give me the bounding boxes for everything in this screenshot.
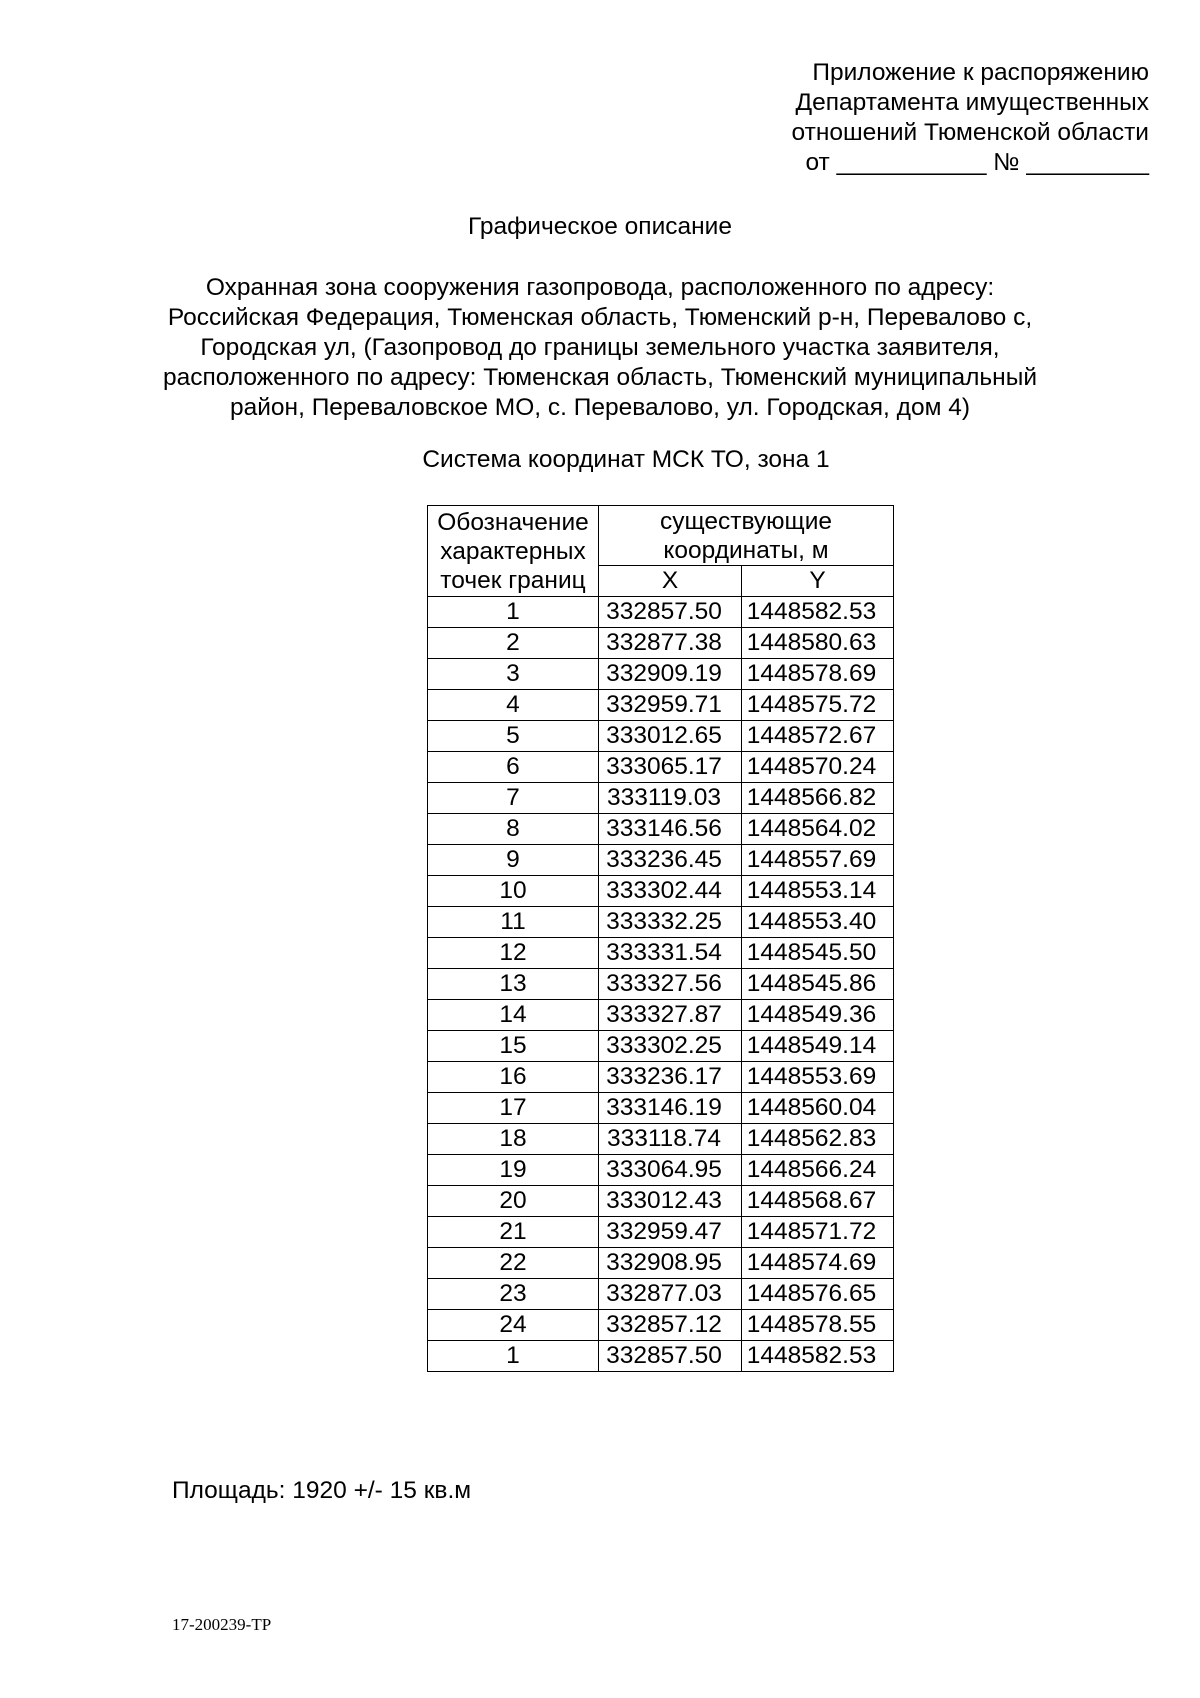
x-coordinate-cell: 333119.03	[599, 783, 742, 814]
table-row	[428, 938, 894, 969]
header-designation-line: характерных	[440, 537, 586, 565]
x-coordinate-cell: 333146.19	[599, 1093, 742, 1124]
table-row	[428, 1248, 894, 1279]
point-number-cell: 11	[428, 907, 599, 938]
x-coordinate-cell: 333332.25	[599, 907, 742, 938]
table-row	[428, 1155, 894, 1186]
y-coordinate-cell: 1448549.36	[742, 1000, 894, 1031]
point-number-cell: 10	[428, 876, 599, 907]
x-coordinate-cell: 332959.47	[599, 1217, 742, 1248]
x-coordinate-cell: 332857.50	[599, 1341, 742, 1372]
table-row	[428, 659, 894, 690]
x-coordinate-cell: 332857.50	[599, 597, 742, 628]
y-coordinate-cell: 1448562.83	[742, 1124, 894, 1155]
table-row	[428, 1031, 894, 1062]
x-coordinate-cell: 333331.54	[599, 938, 742, 969]
y-coordinate-cell: 1448574.69	[742, 1248, 894, 1279]
appendix-header	[792, 58, 1149, 178]
y-coordinate-cell: 1448566.82	[742, 783, 894, 814]
y-coordinate-cell: 1448580.63	[742, 628, 894, 659]
y-coordinate-cell: 1448568.67	[742, 1186, 894, 1217]
header-line: от ___________ № _________	[805, 149, 1149, 176]
coordinates-table	[427, 505, 894, 1372]
point-number-cell: 9	[428, 845, 599, 876]
x-coordinate-cell: 333118.74	[599, 1124, 742, 1155]
x-coordinate-cell: 332857.12	[599, 1310, 742, 1341]
header-designation-line: точек границ	[440, 566, 586, 594]
document-title: Графическое описание	[468, 213, 732, 240]
document-number: 17-200239-ТР	[172, 1615, 272, 1634]
x-coordinate-cell: 332908.95	[599, 1248, 742, 1279]
x-coordinate-cell: 333065.17	[599, 752, 742, 783]
point-number-cell: 12	[428, 938, 599, 969]
y-coordinate-cell: 1448566.24	[742, 1155, 894, 1186]
table-row	[428, 845, 894, 876]
point-number-cell: 5	[428, 721, 599, 752]
table-row	[428, 1341, 894, 1372]
table-row	[428, 690, 894, 721]
table-row	[428, 1217, 894, 1248]
y-coordinate-cell: 1448564.02	[742, 814, 894, 845]
point-number-cell: 6	[428, 752, 599, 783]
x-coordinate-cell: 333327.87	[599, 1000, 742, 1031]
x-coordinate-cell: 333302.44	[599, 876, 742, 907]
x-coordinate-cell: 332877.38	[599, 628, 742, 659]
point-number-cell: 13	[428, 969, 599, 1000]
header-line: Департамента имущественных	[795, 89, 1149, 116]
x-coordinate-cell: 332909.19	[599, 659, 742, 690]
table-row	[428, 907, 894, 938]
table-row	[428, 1000, 894, 1031]
point-number-cell: 4	[428, 690, 599, 721]
x-coordinate-cell: 333302.25	[599, 1031, 742, 1062]
point-number-cell: 21	[428, 1217, 599, 1248]
x-coordinate-cell: 333236.45	[599, 845, 742, 876]
x-coordinate-cell: 333146.56	[599, 814, 742, 845]
description-line: Охранная зона сооружения газопровода, расположенного по адресу:	[205, 274, 995, 301]
y-coordinate-cell: 1448572.67	[742, 721, 894, 752]
y-coordinate-cell: 1448560.04	[742, 1093, 894, 1124]
x-coordinate-cell: 333236.17	[599, 1062, 742, 1093]
table-row	[428, 969, 894, 1000]
y-coordinate-cell: 1448549.14	[742, 1031, 894, 1062]
table-row	[428, 1124, 894, 1155]
y-coordinate-cell: 1448545.86	[742, 969, 894, 1000]
y-coordinate-cell: 1448553.14	[742, 876, 894, 907]
coordinate-system: Система координат МСК ТО, зона 1	[422, 446, 830, 473]
table-row	[428, 1093, 894, 1124]
table-row	[428, 783, 894, 814]
point-number-cell: 16	[428, 1062, 599, 1093]
table-row	[428, 597, 894, 628]
y-coordinate-cell: 1448571.72	[742, 1217, 894, 1248]
point-number-cell: 19	[428, 1155, 599, 1186]
header-line: отношений Тюменской области	[791, 119, 1149, 146]
point-number-cell: 22	[428, 1248, 599, 1279]
header-y: Y	[742, 566, 894, 597]
point-number-cell: 3	[428, 659, 599, 690]
y-coordinate-cell: 1448553.69	[742, 1062, 894, 1093]
point-number-cell: 23	[428, 1279, 599, 1310]
x-coordinate-cell: 332959.71	[599, 690, 742, 721]
description-line: район, Переваловское МО, с. Перевалово, ул. Городская, дом 4)	[229, 394, 971, 421]
y-coordinate-cell: 1448576.65	[742, 1279, 894, 1310]
area-value: Площадь: 1920 +/- 15 кв.м	[172, 1477, 472, 1504]
description-line: Российская Федерация, Тюменская область, Тюменский р-н, Перевалово с,	[167, 304, 1033, 331]
point-number-cell: 20	[428, 1186, 599, 1217]
table-row	[428, 628, 894, 659]
point-number-cell: 7	[428, 783, 599, 814]
y-coordinate-cell: 1448575.72	[742, 690, 894, 721]
point-number-cell: 24	[428, 1310, 599, 1341]
point-number-cell: 1	[428, 597, 599, 628]
header-line: Приложение к распоряжению	[812, 59, 1149, 86]
header-existing-line: координаты, м	[663, 536, 829, 564]
x-coordinate-cell: 333012.43	[599, 1186, 742, 1217]
table-row	[428, 1279, 894, 1310]
y-coordinate-cell: 1448557.69	[742, 845, 894, 876]
x-coordinate-cell: 333012.65	[599, 721, 742, 752]
zone-description	[120, 273, 1080, 423]
point-number-cell: 8	[428, 814, 599, 845]
header-x: X	[599, 566, 742, 597]
coordinates-table-body	[428, 597, 894, 1372]
x-coordinate-cell: 333064.95	[599, 1155, 742, 1186]
point-number-cell: 2	[428, 628, 599, 659]
y-coordinate-cell: 1448570.24	[742, 752, 894, 783]
header-designation	[428, 506, 599, 597]
x-coordinate-cell: 333327.56	[599, 969, 742, 1000]
y-coordinate-cell: 1448582.53	[742, 597, 894, 628]
y-coordinate-cell: 1448545.50	[742, 938, 894, 969]
table-row	[428, 876, 894, 907]
table-row	[428, 1186, 894, 1217]
y-coordinate-cell: 1448553.40	[742, 907, 894, 938]
table-row	[428, 1310, 894, 1341]
point-number-cell: 17	[428, 1093, 599, 1124]
description-line: расположенного по адресу: Тюменская область, Тюменский муниципальный	[162, 364, 1038, 391]
description-line: Городская ул, (Газопровод до границы земельного участка заявителя,	[200, 334, 1000, 361]
point-number-cell: 18	[428, 1124, 599, 1155]
table-row	[428, 814, 894, 845]
table-row	[428, 1062, 894, 1093]
header-designation-line: Обозначение	[437, 508, 589, 536]
table-row	[428, 721, 894, 752]
y-coordinate-cell: 1448578.55	[742, 1310, 894, 1341]
point-number-cell: 15	[428, 1031, 599, 1062]
point-number-cell: 1	[428, 1341, 599, 1372]
header-existing-line: существующие	[659, 507, 833, 535]
y-coordinate-cell: 1448582.53	[742, 1341, 894, 1372]
y-coordinate-cell: 1448578.69	[742, 659, 894, 690]
x-coordinate-cell: 332877.03	[599, 1279, 742, 1310]
table-row	[428, 752, 894, 783]
point-number-cell: 14	[428, 1000, 599, 1031]
header-existing-coordinates	[599, 506, 894, 566]
